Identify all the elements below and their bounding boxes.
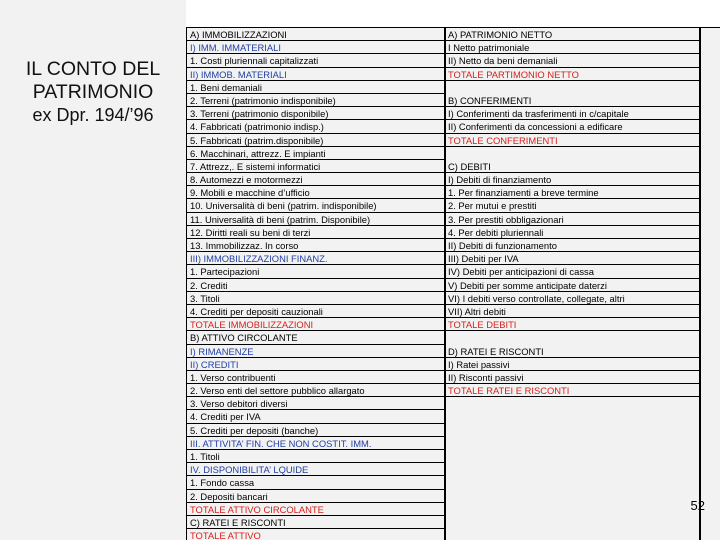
asset-row: 1. Costi pluriennali capitalizzati xyxy=(187,54,444,67)
liabilities-column xyxy=(445,28,701,540)
asset-row: I) RIMANENZE xyxy=(187,345,444,358)
asset-row: 7. Attrezz,. E sistemi informatici xyxy=(187,160,444,173)
liability-row: TOTALE CONFERIMENTI xyxy=(445,134,699,147)
liability-row: 3. Per prestiti obbligazionari xyxy=(445,213,699,226)
asset-row: 3. Verso debitori diversi xyxy=(187,397,444,410)
asset-row: IV. DISPONIBILITA’ LQUIDE xyxy=(187,463,444,476)
balance-sheet-table xyxy=(186,27,720,540)
asset-row: II) IMMOB. MATERIALI xyxy=(187,68,444,81)
liability-row xyxy=(445,331,699,344)
title-line-2: PATRIMONIO xyxy=(32,81,154,103)
liability-row: 4. Per debiti pluriennali xyxy=(445,226,699,239)
asset-row: III. ATTIVITA’ FIN. CHE NON COSTIT. IMM. xyxy=(187,437,444,450)
liability-row: I) Debiti di finanziamento xyxy=(445,173,699,186)
asset-row: 5. Fabbricati (patrim.disponibile) xyxy=(187,134,444,147)
liability-row: TOTALE DEBITI xyxy=(445,318,699,331)
asset-row: 9. Mobili e macchine d’ufficio xyxy=(187,186,444,199)
asset-row: 3. Terreni (patrimonio disponibile) xyxy=(187,107,444,120)
asset-row: 12. Diritti reali su beni di terzi xyxy=(187,226,444,239)
liability-row: II) Netto da beni demaniali xyxy=(445,54,699,67)
liability-row xyxy=(445,81,699,94)
asset-row: 3. Titoli xyxy=(187,292,444,305)
asset-row: 2. Crediti xyxy=(187,279,444,292)
liability-row: TOTALE RATEI E RISCONTI xyxy=(445,384,699,397)
asset-row: 1. Titoli xyxy=(187,450,444,463)
asset-row: 2. Terreni (patrimonio indisponibile) xyxy=(187,94,444,107)
asset-row: 4. Crediti per IVA xyxy=(187,410,444,423)
liability-row: 2. Per mutui e prestiti xyxy=(445,199,699,212)
liability-row: VII) Altri debiti xyxy=(445,305,699,318)
liability-row: IV) Debiti per anticipazioni di cassa xyxy=(445,265,699,278)
asset-row: TOTALE ATTIVO CIRCOLANTE xyxy=(187,503,444,516)
liability-row: V) Debiti per somme anticipate daterzi xyxy=(445,279,699,292)
asset-row: 1. Partecipazioni xyxy=(187,265,444,278)
liability-row: I) Conferimenti da trasferimenti in c/capitale xyxy=(445,107,699,120)
liability-row: II) Conferimenti da concessioni a edificare xyxy=(445,120,699,133)
asset-row: 6. Macchinari, attrezz. E impianti xyxy=(187,147,444,160)
liability-row xyxy=(445,147,699,160)
liability-row: D) RATEI E RISCONTI xyxy=(445,345,699,358)
asset-row: TOTALE ATTIVO xyxy=(187,529,444,540)
asset-row: II) CREDITI xyxy=(187,358,444,371)
asset-row: III) IMMOBILIZZAZIONI FINANZ. xyxy=(187,252,444,265)
liability-row: VI) I debiti verso controllate, collegate, altri xyxy=(445,292,699,305)
liability-row: II) Debiti di funzionamento xyxy=(445,239,699,252)
liability-row: C) DEBITI xyxy=(445,160,699,173)
asset-row: 8. Automezzi e motormezzi xyxy=(187,173,444,186)
asset-row: 1. Fondo cassa xyxy=(187,476,444,489)
asset-row: I) IMM. IMMATERIALI xyxy=(187,41,444,54)
asset-row: 11. Universalità di beni (patrim. Disponibile) xyxy=(187,213,444,226)
asset-row: 5. Crediti per depositi (banche) xyxy=(187,424,444,437)
liability-row: A) PATRIMONIO NETTO xyxy=(445,28,699,41)
liability-row: I) Ratei passivi xyxy=(445,358,699,371)
liability-row: 1. Per finanziamenti a breve termine xyxy=(445,186,699,199)
left-panel xyxy=(0,0,186,540)
asset-row: TOTALE IMMOBILIZZAZIONI xyxy=(187,318,444,331)
liability-row: I Netto patrimoniale xyxy=(445,41,699,54)
asset-row: B) ATTIVO CIRCOLANTE xyxy=(187,331,444,344)
assets-column xyxy=(187,28,446,540)
title-line-3: ex Dpr. 194/’96 xyxy=(32,105,154,125)
asset-row: 2. Depositi bancari xyxy=(187,490,444,503)
asset-row: 13. Immobilizzaz. In corso xyxy=(187,239,444,252)
asset-row: 4. Fabbricati (patrimonio indisp.) xyxy=(187,120,444,133)
title-line-1: IL CONTO DEL xyxy=(25,58,161,80)
empty-column xyxy=(701,28,720,540)
liability-row: TOTALE PARTIMONIO NETTO xyxy=(445,68,699,81)
asset-row: 1. Verso contribuenti xyxy=(187,371,444,384)
asset-row: A) IMMOBILIZZAZIONI xyxy=(187,28,444,41)
liability-row: III) Debiti per IVA xyxy=(445,252,699,265)
asset-row: C) RATEI E RISCONTI xyxy=(187,516,444,529)
asset-row: 1. Beni demaniali xyxy=(187,81,444,94)
asset-row: 10. Universalità di beni (patrim. indisponibile) xyxy=(187,199,444,212)
page-number: 52 xyxy=(690,498,705,513)
asset-row: 4. Crediti per depositi cauzionali xyxy=(187,305,444,318)
slide-title xyxy=(0,58,186,127)
asset-row: 2. Verso enti del settore pubblico allargato xyxy=(187,384,444,397)
liability-row: II) Risconti passivi xyxy=(445,371,699,384)
liability-row: B) CONFERIMENTI xyxy=(445,94,699,107)
